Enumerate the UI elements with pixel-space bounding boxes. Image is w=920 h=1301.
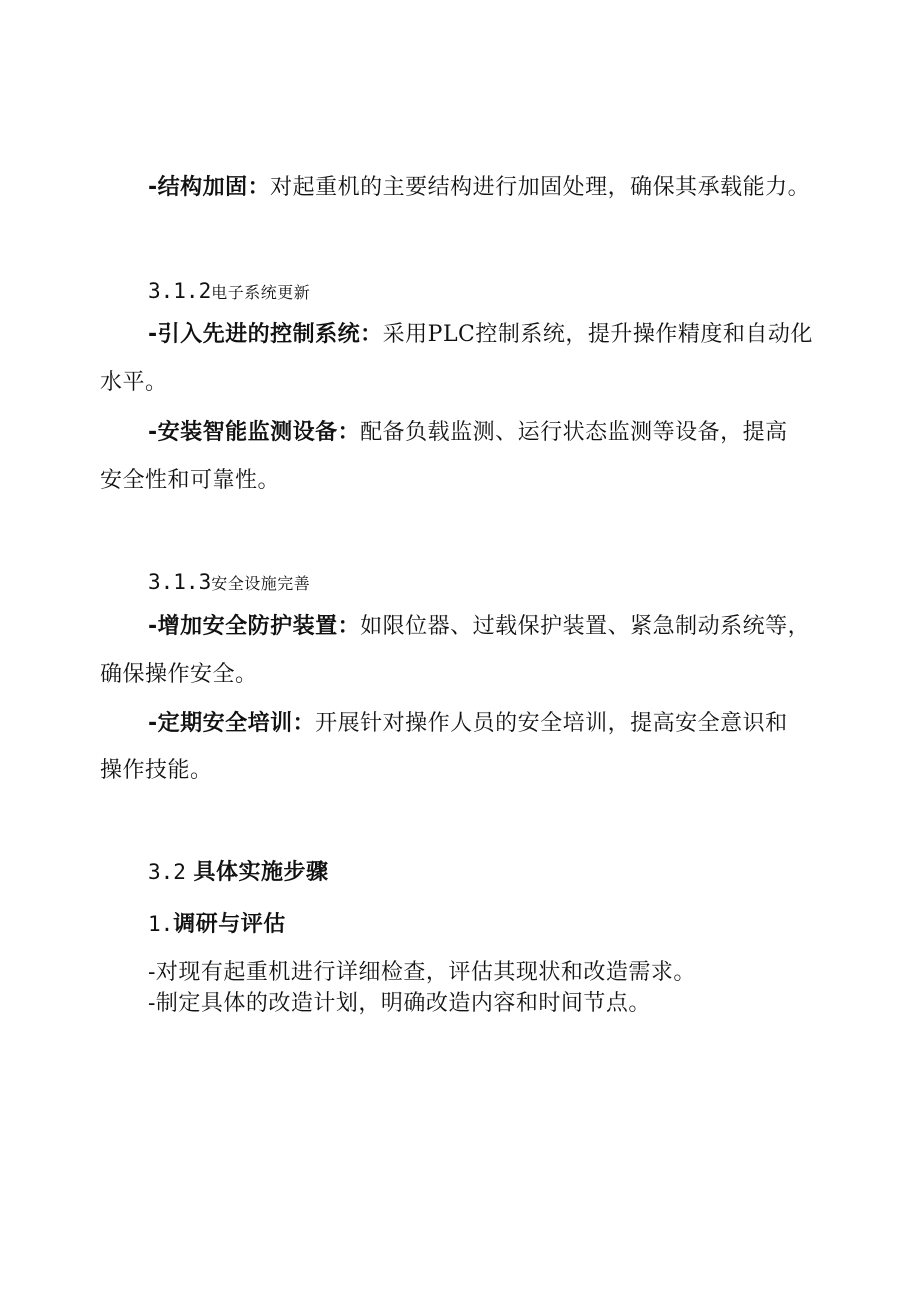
paragraph-safety-training-line2 — [100, 756, 213, 786]
step-title: 调研与评估 — [173, 912, 286, 937]
paragraph-text: 配备负载监测、运行状态监测等设备，提高 — [360, 420, 788, 445]
section-heading-3-1-2 — [148, 276, 310, 308]
paragraph-label: -结构加固： — [148, 175, 271, 200]
section-title: 具体实施步骤 — [193, 860, 329, 885]
section-number: 3.1.2 — [148, 279, 212, 303]
paragraph-label: -定期安全培训： — [148, 711, 316, 736]
paragraph-control-system-line1 — [148, 320, 813, 350]
paragraph-label: -安装智能监测设备： — [148, 420, 361, 445]
list-item — [148, 958, 696, 988]
section-number: 3.2 — [148, 860, 186, 884]
paragraph-text: 水平。 — [100, 370, 168, 395]
paragraph-safety-training-line1 — [148, 709, 788, 739]
paragraph-label: -增加安全防护装置： — [148, 614, 361, 639]
step-heading-1 — [148, 909, 286, 940]
paragraph-text: 操作技能。 — [100, 758, 213, 783]
paragraph-structure-reinforcement — [148, 173, 810, 203]
paragraph-monitoring-line2 — [100, 466, 280, 496]
section-title: 电子系统更新 — [211, 283, 311, 302]
list-item-text: -对现有起重机进行详细检查，评估其现状和改造需求。 — [148, 960, 696, 985]
section-number: 3.1.3 — [148, 570, 212, 594]
list-item — [148, 989, 651, 1019]
paragraph-text: 如限位器、过载保护装置、紧急制动系统等， — [360, 614, 811, 639]
paragraph-text: 开展针对操作人员的安全培训，提高安全意识和 — [315, 711, 788, 736]
paragraph-label: -引入先进的控制系统： — [148, 322, 383, 347]
paragraph-safety-devices-line1 — [148, 612, 810, 642]
section-heading-3-1-3 — [148, 567, 310, 599]
paragraph-text: 安全性和可靠性。 — [100, 468, 281, 493]
paragraph-text: 采用PLC控制系统，提升操作精度和自动化 — [382, 322, 813, 347]
paragraph-safety-devices-line2 — [100, 660, 258, 690]
paragraph-monitoring-line1 — [148, 418, 788, 448]
list-item-text: -制定具体的改造计划，明确改造内容和时间节点。 — [148, 991, 651, 1016]
paragraph-text: 确保操作安全。 — [100, 662, 258, 687]
step-number: 1. — [148, 912, 174, 936]
section-heading-3-2 — [148, 857, 328, 888]
paragraph-control-system-line2 — [100, 368, 168, 398]
section-title: 安全设施完善 — [211, 574, 311, 593]
paragraph-text: 对起重机的主要结构进行加固处理，确保其承载能力。 — [270, 175, 811, 200]
